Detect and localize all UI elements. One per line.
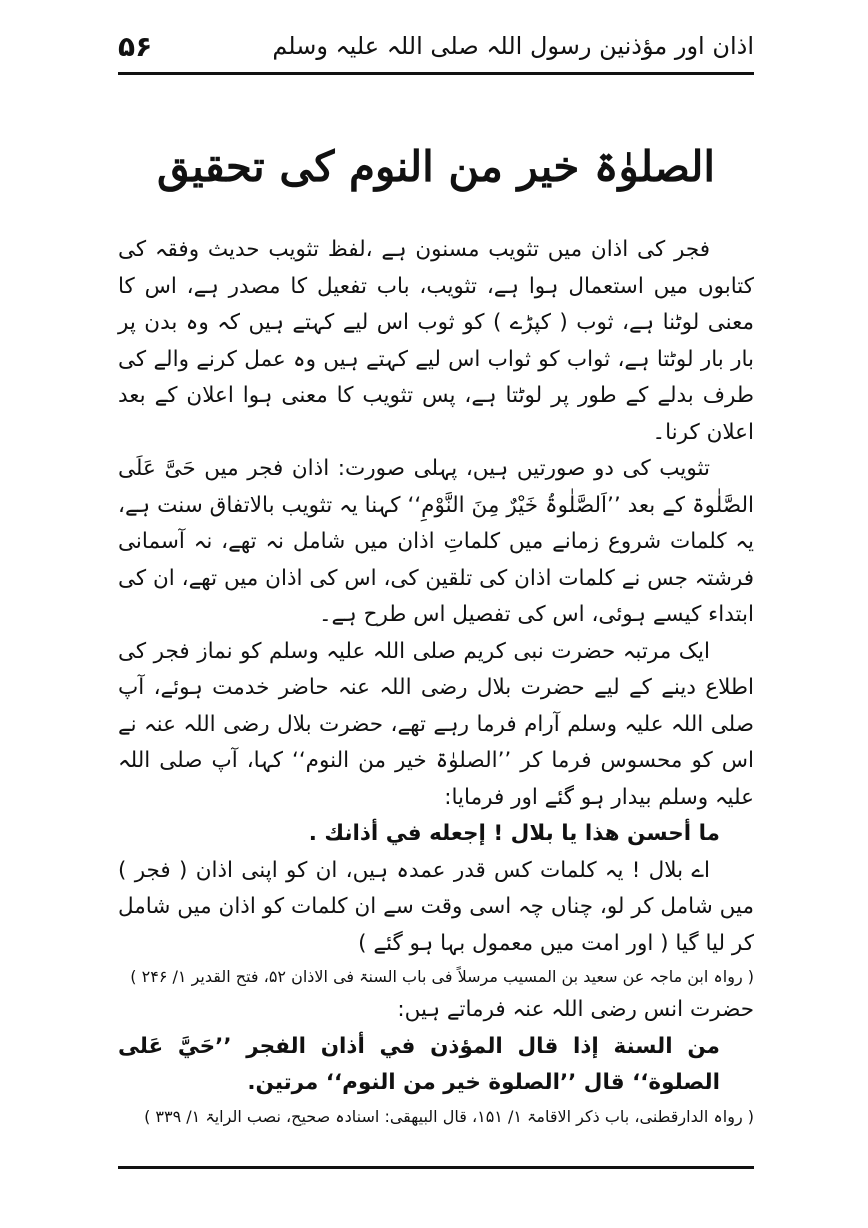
reference-ibn-majah: ( رواہ ابن ماجہ عن سعید بن المسیب مرسلاً فی باب السنۃ فی الاذان ۵۲، فتح القدیر ۱/ ۲۴۶ ) xyxy=(130,967,754,986)
footer-divider xyxy=(118,1166,754,1169)
paragraph-tathweeb-forms: تثویب کی دو صورتیں ہیں، پہلی صورت: اذان فجر میں حَیَّ عَلَی الصَّلٰوۃ کے بعد ’’اَلصَّلٰوۃُ خَیْرٌ مِنَ النَّوْمِ‘‘ کہنا یہ تثویب بالاتفاق سنت ہے، یہ کلمات شروع زمانے میں کلماتِ اذان میں شامل نہ تھے، نہ آسمانی فرشتہ جس نے کلمات اذان کی تلقین کی، اس کی اذان میں تھے، ان کی ابتداء کیسے ہوئی، اس کی تفصیل اس طرح ہے۔ xyxy=(118,456,754,627)
header-divider xyxy=(118,72,754,75)
page-body xyxy=(118,232,754,1132)
running-header xyxy=(118,28,754,68)
paragraph-translation: اے بلال ! یہ کلمات کس قدر عمدہ ہیں، ان کو اپنی اذان ( فجر ) میں شامل کر لو، چناں چہ اسی وقت سے ان کلمات کو اذان میں شامل کر لیا گیا ( اور امت میں معمول بہا ہو گئے ) xyxy=(118,857,754,956)
paragraph-bilal-story: ایک مرتبہ حضرت نبی کریم صلی اللہ علیہ وسلم کو نماز فجر کی اطلاع دینے کے لیے حضرت بلال رضی اللہ عنہ حاضر خدمت ہوئے، آپ صلی اللہ علیہ وسلم آرام فرما رہے تھے، حضرت بلال رضی اللہ عنہ نے اس کو محسوس فرما کر ’’الصلوٰۃ خیر من النوم‘‘ کہا، آپ صلی اللہ علیہ وسلم بیدار ہو گئے اور فرمایا: xyxy=(118,638,754,810)
page-number: ۵۶ xyxy=(118,30,153,63)
paragraph-tathweeb-definition: فجر کی اذان میں تثویب مسنون ہے ،لفظ تثویب حدیث وفقہ کی کتابوں میں استعمال ہوا ہے، تثویب، باب تفعیل کا مصدر ہے، اس کا معنی لوٹنا ہے، ثوب ( کپڑے ) کو ثوب اس لیے کہتے ہیں کہ وہ بدن پر بار بار لوٹتا ہے، ثواب کو ثواب اس لیے کہتے ہیں وہ عمل کرنے والے کی طرف بدلے کے طور پر لوٹتا ہے، پس تثویب کا معنی ہوا اعلان کے بعد اعلان کرنا۔ xyxy=(118,237,754,445)
arabic-quote-prophet: ما أحسن هذا يا بلال ! إجعله في أذانك . xyxy=(308,821,720,846)
arabic-quote-anas: من السنة إذا قال المؤذن في أذان الفجر ’’حَيَّ عَلى الصلوة‘‘ قال ’’الصلوة خير من النوم‘‘ مرتين. xyxy=(118,1033,720,1095)
chapter-title: الصلوٰۃ خیر من النوم کی تحقیق xyxy=(156,142,716,191)
reference-daraqutni: ( رواہ الدارقطنی، باب ذکر الاقامۃ ۱/ ۱۵۱، قال البیھقی: اسنادہ صحیح، نصب الرایۃ ۱/ ۳۳۹ ) xyxy=(144,1106,754,1126)
header-title: اذان اور مؤذنین رسول اللہ صلی اللہ علیہ وسلم xyxy=(272,32,754,60)
paragraph-anas-intro: حضرت انس رضی اللہ عنہ فرماتے ہیں: xyxy=(397,997,754,1022)
